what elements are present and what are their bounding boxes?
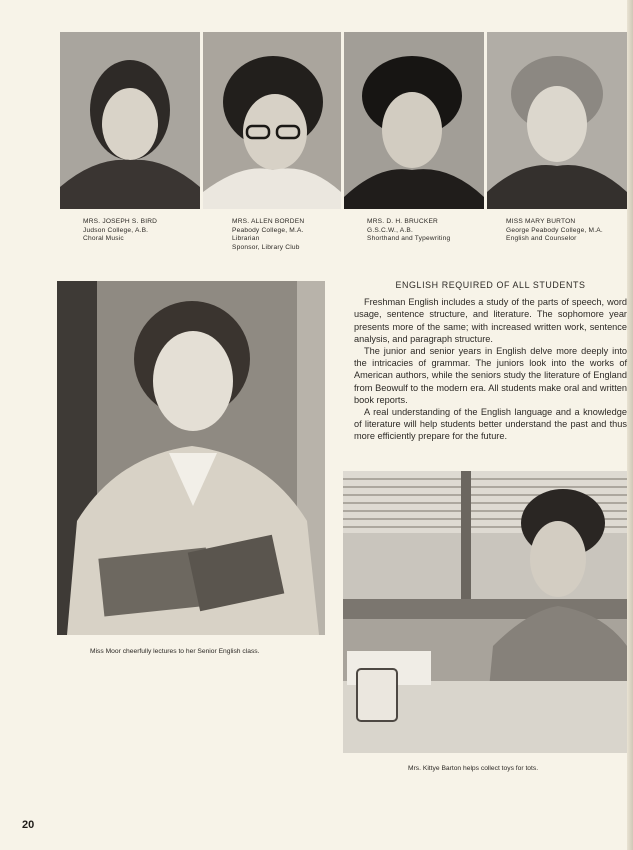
caption-bird (83, 218, 157, 244)
caption-barton: Mrs. Kittye Barton helps collect toys for tots. (408, 765, 539, 772)
caption-moor: Miss Moor cheerfully lectures to her Senior English class. (90, 648, 260, 655)
page-edge (627, 0, 633, 850)
photo-barton (343, 471, 627, 753)
faculty-name: MRS. D. H. BRUCKER (367, 218, 439, 225)
faculty-detail: English and Counselor (506, 235, 577, 243)
faculty-detail: Librarian (232, 235, 260, 243)
article (354, 279, 627, 443)
caption-brucker (367, 218, 450, 244)
caption-burton (506, 218, 603, 244)
faculty-detail: Judson College, A.B. (83, 226, 149, 234)
caption-borden (232, 218, 304, 252)
portrait-brucker (344, 32, 484, 209)
article-paragraph: The junior and senior years in English delve more deeply into the intricacies of grammar. The juniors look into the works of American authors, while the seniors study the literature of England from Beowulf to the modern era. All students make oral and written book reports. (354, 346, 627, 405)
portrait-bird (60, 32, 200, 209)
faculty-detail: Peabody College, M.A. (232, 226, 304, 234)
portrait-burton (487, 32, 627, 209)
page-number: 20 (22, 819, 35, 831)
article-paragraph: Freshman English includes a study of the parts of speech, word usage, sentence structure, and literature. The sophomore year presents more of the same; with increased written work, sentence analysis, and paragraph structure. (354, 297, 627, 344)
portrait-borden (203, 32, 341, 209)
faculty-detail: Sponsor, Library Club (232, 243, 300, 251)
faculty-detail: George Peabody College, M.A. (506, 226, 603, 234)
article-paragraph: A real understanding of the English language and a knowledge of literature will help students better understand the past and thus more efficiently prepare for the future. (354, 407, 627, 442)
photo-moor (57, 281, 325, 635)
faculty-detail: Shorthand and Typewriting (367, 235, 451, 243)
faculty-name: MISS MARY BURTON (506, 218, 576, 225)
faculty-name: MRS. JOSEPH S. BIRD (83, 218, 158, 225)
faculty-name: MRS. ALLEN BORDEN (232, 218, 305, 225)
faculty-detail: Choral Music (83, 235, 124, 243)
article-heading: ENGLISH REQUIRED OF ALL STUDENTS (395, 280, 586, 290)
faculty-detail: G.S.C.W., A.B. (367, 226, 414, 234)
